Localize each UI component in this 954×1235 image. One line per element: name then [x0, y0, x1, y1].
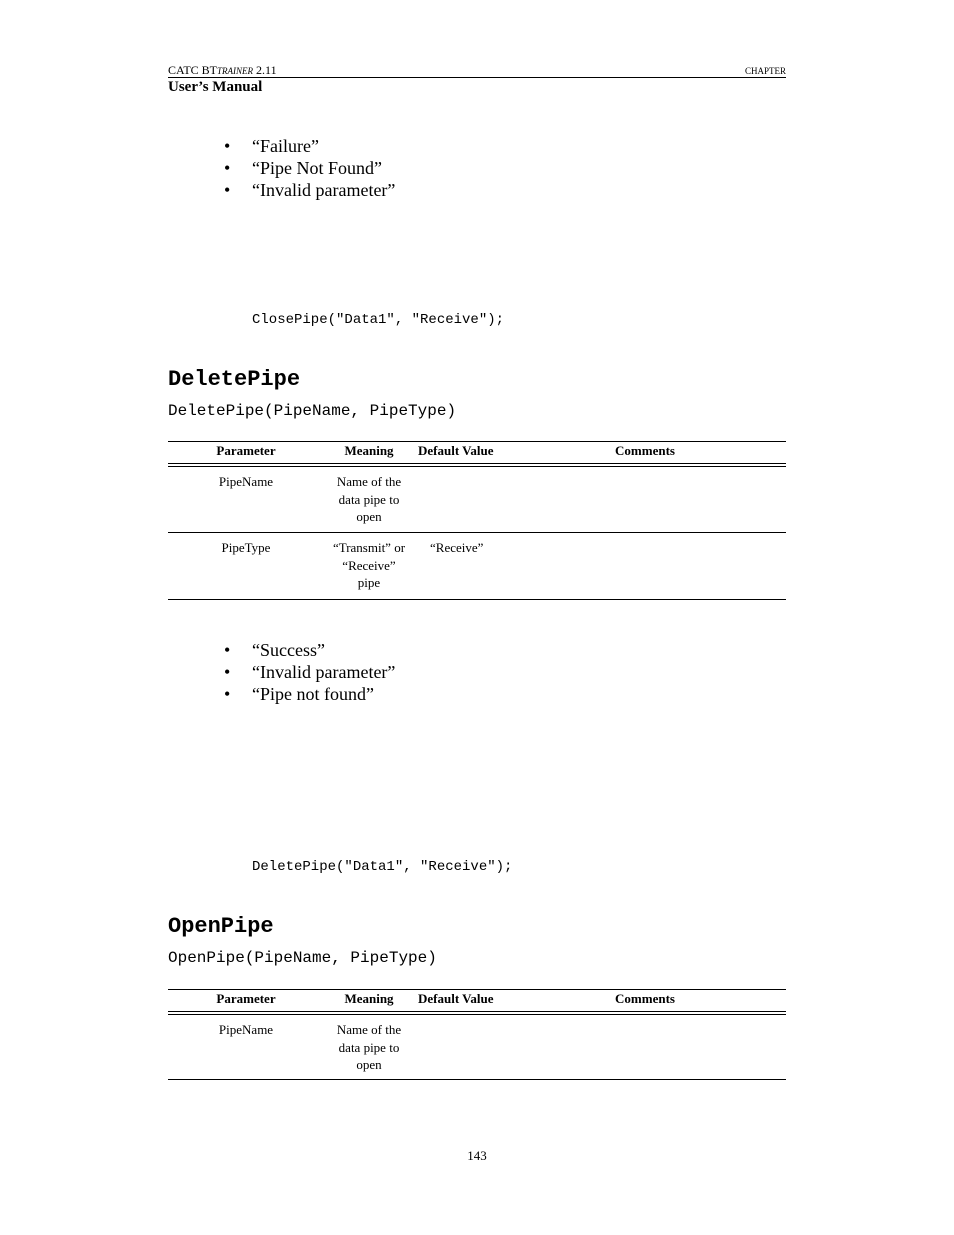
- column-header-parameter: Parameter: [216, 991, 276, 1006]
- delete-pipe-example: DeletePipe("Data1", "Receive");: [252, 859, 513, 875]
- column-header-meaning: Meaning: [344, 443, 394, 458]
- list-item: • “Success”: [222, 639, 395, 661]
- column-header-default-value: Default Value: [418, 443, 494, 458]
- cell-parameter: PipeName: [218, 474, 274, 489]
- cell-parameter: PipeType: [221, 540, 271, 555]
- meaning-line: data pipe to: [338, 491, 400, 507]
- delete-pipe-return-list: [222, 639, 395, 705]
- list-item: • “Pipe Not Found”: [222, 157, 395, 179]
- cell-parameter: PipeName: [218, 1022, 274, 1037]
- meaning-line: open: [356, 1057, 382, 1072]
- table-row: [168, 1015, 786, 1080]
- product-prefix: CATC BT: [168, 63, 218, 77]
- meaning-line: data pipe to: [338, 1039, 400, 1055]
- meaning-line: Name of the: [336, 1022, 402, 1037]
- table-header: [168, 441, 786, 464]
- list-item: • “Pipe not found”: [222, 683, 395, 705]
- cell-meaning: [324, 539, 414, 592]
- meaning-line: “Receive”: [342, 557, 396, 573]
- delete-pipe-parameter-table: [168, 441, 786, 600]
- open-pipe-parameter-table: [168, 989, 786, 1080]
- list-item: • “Invalid parameter”: [222, 179, 395, 201]
- running-header-product: [168, 63, 277, 78]
- table-header: [168, 989, 786, 1012]
- meaning-line: Name of the: [336, 474, 402, 489]
- close-pipe-example: ClosePipe("Data1", "Receive");: [252, 312, 505, 328]
- column-header-default-value: Default Value: [418, 991, 494, 1006]
- list-item: • “Invalid parameter”: [222, 661, 395, 683]
- delete-pipe-heading: DeletePipe: [168, 367, 301, 392]
- chapter-label: CHAPTER: [744, 66, 786, 76]
- meaning-line: “Transmit” or: [332, 540, 406, 555]
- product-smallcaps: TRAINER: [217, 66, 254, 76]
- column-header-comments: Comments: [615, 991, 675, 1006]
- cell-meaning: [324, 1021, 414, 1074]
- list-item: • “Failure”: [222, 135, 395, 157]
- delete-pipe-signature: DeletePipe(PipeName, PipeType): [168, 402, 457, 420]
- meaning-line: open: [356, 509, 382, 524]
- running-header-chapter: [745, 63, 786, 78]
- page-number: 143: [467, 1148, 487, 1163]
- table-row: [168, 533, 786, 600]
- header-rule: [168, 77, 786, 78]
- open-pipe-heading: OpenPipe: [168, 914, 274, 939]
- running-header-subtitle: User’s Manual: [168, 79, 263, 95]
- meaning-line: pipe: [357, 575, 381, 590]
- cell-default: “Receive”: [430, 540, 484, 555]
- cell-meaning: [324, 473, 414, 526]
- close-pipe-return-list: [222, 135, 395, 201]
- column-header-comments: Comments: [615, 443, 675, 458]
- column-header-meaning: Meaning: [344, 991, 394, 1006]
- table-row: [168, 467, 786, 533]
- column-header-parameter: Parameter: [216, 443, 276, 458]
- open-pipe-signature: OpenPipe(PipeName, PipeType): [168, 949, 437, 967]
- product-version: 2.11: [253, 63, 277, 77]
